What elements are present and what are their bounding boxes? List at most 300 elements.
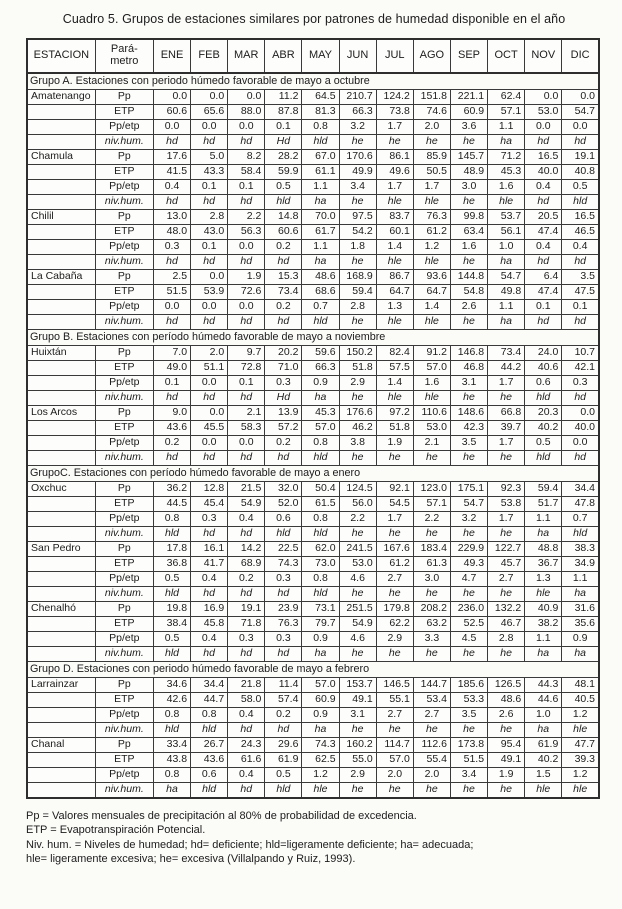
table-row (27, 436, 599, 451)
value-cell: hd (265, 451, 302, 466)
value-cell: 167.6 (376, 542, 413, 557)
value-cell: 31.6 (562, 602, 599, 617)
value-cell: 168.9 (339, 270, 376, 285)
param-cell: Pp/etp (95, 436, 153, 451)
value-cell: 0.8 (302, 512, 339, 527)
value-cell: he (450, 783, 487, 799)
value-cell: hd (228, 527, 265, 542)
station-name-empty (27, 512, 95, 527)
value-cell: 0.8 (302, 572, 339, 587)
value-cell: 2.7 (413, 708, 450, 723)
value-cell: ha (153, 783, 190, 799)
value-cell: hd (265, 647, 302, 662)
value-cell: 2.7 (376, 708, 413, 723)
value-cell: 1.7 (413, 180, 450, 195)
value-cell: 1.6 (450, 240, 487, 255)
value-cell: 48.6 (302, 270, 339, 285)
value-cell: he (376, 647, 413, 662)
value-cell: 0.0 (153, 120, 190, 135)
value-cell: 0.8 (191, 708, 228, 723)
value-cell: 1.4 (376, 240, 413, 255)
value-cell: 97.2 (376, 406, 413, 421)
value-cell: 45.8 (191, 617, 228, 632)
value-cell: 2.0 (376, 768, 413, 783)
value-cell: he (488, 527, 525, 542)
table-row (27, 391, 599, 406)
value-cell: hld (525, 451, 562, 466)
value-cell: 22.5 (265, 542, 302, 557)
value-cell: 112.6 (413, 738, 450, 753)
station-name: Chilil (27, 210, 95, 225)
param-cell: ETP (95, 285, 153, 300)
value-cell: he (488, 783, 525, 799)
value-cell: 0.6 (525, 376, 562, 391)
value-cell: he (339, 587, 376, 602)
station-name-empty (27, 255, 95, 270)
value-cell: 236.0 (450, 602, 487, 617)
value-cell: hd (191, 587, 228, 602)
station-name-empty (27, 300, 95, 315)
param-cell: niv.hum. (95, 315, 153, 330)
value-cell: 48.0 (153, 225, 190, 240)
param-cell: Pp (95, 738, 153, 753)
value-cell: 38.3 (562, 542, 599, 557)
value-cell: 0.5 (265, 768, 302, 783)
value-cell: 0.4 (562, 240, 599, 255)
station-name-empty (27, 240, 95, 255)
value-cell: 45.4 (191, 497, 228, 512)
value-cell: 52.5 (450, 617, 487, 632)
value-cell: 0.2 (228, 572, 265, 587)
value-cell: 1.2 (562, 768, 599, 783)
value-cell: 0.5 (265, 180, 302, 195)
value-cell: 0.2 (265, 300, 302, 315)
value-cell: 2.7 (488, 572, 525, 587)
table-row (27, 482, 599, 497)
value-cell: 0.4 (191, 572, 228, 587)
value-cell: 0.0 (562, 120, 599, 135)
value-cell: 0.1 (265, 120, 302, 135)
value-cell: hd (153, 451, 190, 466)
value-cell: 0.9 (302, 708, 339, 723)
value-cell: 0.8 (153, 512, 190, 527)
table-row (27, 497, 599, 512)
table-row (27, 693, 599, 708)
value-cell: 63.4 (450, 225, 487, 240)
value-cell: 47.7 (562, 738, 599, 753)
value-cell: 47.8 (562, 497, 599, 512)
table-row (27, 632, 599, 647)
value-cell: 0.8 (153, 768, 190, 783)
value-cell: 0.3 (191, 512, 228, 527)
value-cell: hd (191, 195, 228, 210)
table-row (27, 180, 599, 195)
value-cell: 32.0 (265, 482, 302, 497)
station-name-empty (27, 376, 95, 391)
value-cell: 23.9 (265, 602, 302, 617)
value-cell: hd (153, 315, 190, 330)
value-cell: 34.6 (153, 678, 190, 693)
param-cell: ETP (95, 225, 153, 240)
value-cell: 49.9 (339, 165, 376, 180)
value-cell: 0.0 (191, 300, 228, 315)
value-cell: 74.3 (265, 557, 302, 572)
value-cell: hld (562, 527, 599, 542)
value-cell: 0.9 (562, 632, 599, 647)
value-cell: 49.3 (450, 557, 487, 572)
value-cell: 1.7 (376, 512, 413, 527)
table-row (27, 602, 599, 617)
table-row (27, 708, 599, 723)
value-cell: 17.6 (153, 150, 190, 165)
value-cell: 3.4 (339, 180, 376, 195)
table-row (27, 753, 599, 768)
value-cell: 0.8 (302, 120, 339, 135)
value-cell: 3.2 (339, 120, 376, 135)
value-cell: 1.0 (525, 708, 562, 723)
station-name: San Pedro (27, 542, 95, 557)
value-cell: 99.8 (450, 210, 487, 225)
group-label: Grupo A. Estaciones con periodo húmedo favorable de mayo a octubre (27, 73, 599, 90)
value-cell: 0.2 (265, 240, 302, 255)
value-cell: 0.6 (191, 768, 228, 783)
value-cell: ha (525, 647, 562, 662)
value-cell: 53.3 (450, 693, 487, 708)
group-label: Grupo D. Estaciones con periodo húmedo favorable de mayo a febrero (27, 662, 599, 678)
value-cell: 59.6 (302, 346, 339, 361)
value-cell: 2.9 (339, 376, 376, 391)
value-cell: hd (153, 391, 190, 406)
group-header-row (27, 73, 599, 90)
value-cell: 20.5 (525, 210, 562, 225)
value-cell: 0.2 (265, 436, 302, 451)
value-cell: 1.7 (488, 436, 525, 451)
value-cell: 3.5 (450, 436, 487, 451)
value-cell: 2.1 (413, 436, 450, 451)
value-cell: 0.4 (525, 180, 562, 195)
value-cell: 47.5 (562, 285, 599, 300)
value-cell: 51.5 (153, 285, 190, 300)
value-cell: 40.8 (562, 165, 599, 180)
value-cell: he (450, 315, 487, 330)
value-cell: 58.3 (228, 421, 265, 436)
col-header-mar: MAR (228, 39, 265, 73)
col-header-feb: FEB (191, 39, 228, 73)
param-cell: niv.hum. (95, 391, 153, 406)
value-cell: 44.5 (153, 497, 190, 512)
value-cell: 145.7 (450, 150, 487, 165)
param-cell: ETP (95, 617, 153, 632)
value-cell: 16.1 (191, 542, 228, 557)
value-cell: 49.8 (488, 285, 525, 300)
station-name-empty (27, 451, 95, 466)
value-cell: 3.1 (339, 708, 376, 723)
value-cell: 60.6 (153, 105, 190, 120)
value-cell: 73.4 (265, 285, 302, 300)
value-cell: he (376, 587, 413, 602)
param-cell: Pp/etp (95, 240, 153, 255)
value-cell: hd (265, 587, 302, 602)
value-cell: 0.0 (153, 300, 190, 315)
value-cell: 24.0 (525, 346, 562, 361)
value-cell: 3.2 (450, 512, 487, 527)
value-cell: 0.0 (191, 90, 228, 105)
value-cell: he (339, 723, 376, 738)
value-cell: 43.8 (153, 753, 190, 768)
footnote-etp: ETP = Evapotranspiración Potencial. (26, 824, 206, 837)
value-cell: 65.6 (191, 105, 228, 120)
value-cell: 41.7 (191, 557, 228, 572)
value-cell: 45.3 (302, 406, 339, 421)
value-cell: 45.3 (488, 165, 525, 180)
value-cell: 49.0 (153, 361, 190, 376)
value-cell: 1.2 (413, 240, 450, 255)
value-cell: 48.8 (525, 542, 562, 557)
param-cell: Pp (95, 210, 153, 225)
value-cell: 4.6 (339, 572, 376, 587)
value-cell: 0.1 (562, 300, 599, 315)
value-cell: 0.5 (525, 436, 562, 451)
table-row (27, 225, 599, 240)
value-cell: 150.2 (339, 346, 376, 361)
param-cell: niv.hum. (95, 451, 153, 466)
param-cell: niv.hum. (95, 195, 153, 210)
value-cell: 208.2 (413, 602, 450, 617)
param-cell: niv.hum. (95, 587, 153, 602)
value-cell: hd (191, 451, 228, 466)
col-header-abr: ABR (265, 39, 302, 73)
value-cell: 0.1 (153, 376, 190, 391)
value-cell: 153.7 (339, 678, 376, 693)
value-cell: 68.6 (302, 285, 339, 300)
value-cell: 54.2 (339, 225, 376, 240)
value-cell: 1.6 (413, 376, 450, 391)
value-cell: 0.3 (153, 240, 190, 255)
value-cell: hld (302, 451, 339, 466)
value-cell: 38.4 (153, 617, 190, 632)
value-cell: 151.8 (413, 90, 450, 105)
value-cell: 54.9 (228, 497, 265, 512)
value-cell: 2.6 (450, 300, 487, 315)
table-row (27, 270, 599, 285)
value-cell: 1.8 (339, 240, 376, 255)
value-cell: 62.5 (302, 753, 339, 768)
value-cell: 3.0 (450, 180, 487, 195)
value-cell: 74.3 (302, 738, 339, 753)
header-row (27, 39, 599, 73)
table-row (27, 678, 599, 693)
value-cell: 11.4 (265, 678, 302, 693)
value-cell: 0.2 (265, 708, 302, 723)
station-name-empty (27, 165, 95, 180)
station-name: Larrainzar (27, 678, 95, 693)
param-cell: Pp/etp (95, 768, 153, 783)
value-cell: 39.7 (488, 421, 525, 436)
param-cell: Pp (95, 270, 153, 285)
param-cell: ETP (95, 753, 153, 768)
value-cell: hld (191, 723, 228, 738)
value-cell: he (413, 783, 450, 799)
value-cell: 0.7 (302, 300, 339, 315)
value-cell: he (413, 451, 450, 466)
value-cell: 1.4 (413, 300, 450, 315)
value-cell: ha (488, 135, 525, 150)
station-name-empty (27, 647, 95, 662)
value-cell: 0.1 (228, 180, 265, 195)
table-row (27, 210, 599, 225)
table-row (27, 783, 599, 799)
value-cell: 20.2 (265, 346, 302, 361)
param-cell: niv.hum. (95, 135, 153, 150)
value-cell: 59.4 (339, 285, 376, 300)
value-cell: 67.0 (302, 150, 339, 165)
value-cell: hld (153, 527, 190, 542)
station-name: Los Arcos (27, 406, 95, 421)
value-cell: Hd (265, 135, 302, 150)
value-cell: 55.4 (413, 753, 450, 768)
value-cell: hd (191, 391, 228, 406)
value-cell: 26.7 (191, 738, 228, 753)
value-cell: 0.0 (191, 406, 228, 421)
value-cell: 58.0 (228, 693, 265, 708)
value-cell: 173.8 (450, 738, 487, 753)
table-row (27, 406, 599, 421)
value-cell: 57.1 (488, 105, 525, 120)
table-row (27, 105, 599, 120)
station-name-empty (27, 105, 95, 120)
param-cell: niv.hum. (95, 783, 153, 799)
value-cell: 3.6 (450, 120, 487, 135)
value-cell: 0.8 (153, 708, 190, 723)
value-cell: ha (302, 255, 339, 270)
value-cell: 48.9 (450, 165, 487, 180)
value-cell: 9.0 (153, 406, 190, 421)
value-cell: 51.7 (525, 497, 562, 512)
value-cell: 19.1 (562, 150, 599, 165)
value-cell: 144.8 (450, 270, 487, 285)
table-body (27, 73, 599, 798)
value-cell: ha (302, 647, 339, 662)
table-row (27, 315, 599, 330)
table-row (27, 361, 599, 376)
value-cell: 146.8 (450, 346, 487, 361)
value-cell: 49.1 (488, 753, 525, 768)
value-cell: 54.7 (450, 497, 487, 512)
value-cell: 40.0 (562, 421, 599, 436)
value-cell: 0.0 (191, 120, 228, 135)
value-cell: 2.2 (413, 512, 450, 527)
param-cell: Pp/etp (95, 632, 153, 647)
value-cell: 40.2 (525, 753, 562, 768)
value-cell: hld (265, 195, 302, 210)
value-cell: 47.4 (525, 285, 562, 300)
value-cell: 88.0 (228, 105, 265, 120)
value-cell: 46.2 (339, 421, 376, 436)
value-cell: hld (302, 315, 339, 330)
value-cell: 46.5 (562, 225, 599, 240)
table-row (27, 738, 599, 753)
value-cell: 34.9 (562, 557, 599, 572)
value-cell: 21.5 (228, 482, 265, 497)
value-cell: 53.0 (413, 421, 450, 436)
value-cell: 45.5 (191, 421, 228, 436)
value-cell: 60.1 (376, 225, 413, 240)
value-cell: hle (562, 783, 599, 799)
col-header-dic: DIC (562, 39, 599, 73)
value-cell: 0.9 (302, 632, 339, 647)
value-cell: 14.8 (265, 210, 302, 225)
value-cell: 16.9 (191, 602, 228, 617)
value-cell: 2.1 (228, 406, 265, 421)
value-cell: 48.6 (488, 693, 525, 708)
table-row (27, 617, 599, 632)
value-cell: he (413, 723, 450, 738)
value-cell: hd (228, 451, 265, 466)
value-cell: 0.4 (228, 708, 265, 723)
value-cell: 11.2 (265, 90, 302, 105)
param-cell: Pp (95, 406, 153, 421)
value-cell: 1.2 (562, 708, 599, 723)
value-cell: 53.0 (339, 557, 376, 572)
value-cell: 170.6 (339, 150, 376, 165)
station-name-empty (27, 195, 95, 210)
value-cell: 34.4 (191, 678, 228, 693)
value-cell: he (339, 527, 376, 542)
col-header-sep: SEP (450, 39, 487, 73)
table-row (27, 285, 599, 300)
value-cell: 2.2 (339, 512, 376, 527)
table-row (27, 527, 599, 542)
value-cell: 59.9 (265, 165, 302, 180)
value-cell: 62.2 (376, 617, 413, 632)
value-cell: hld (265, 783, 302, 799)
value-cell: 1.1 (525, 512, 562, 527)
value-cell: 3.5 (450, 708, 487, 723)
value-cell: hld (153, 647, 190, 662)
value-cell: 2.9 (376, 632, 413, 647)
col-header-oct: OCT (488, 39, 525, 73)
value-cell: 0.0 (525, 90, 562, 105)
value-cell: 1.1 (302, 180, 339, 195)
value-cell: 0.5 (153, 572, 190, 587)
value-cell: 0.0 (228, 300, 265, 315)
value-cell: hd (228, 195, 265, 210)
table-row (27, 723, 599, 738)
value-cell: 95.4 (488, 738, 525, 753)
value-cell: 0.6 (265, 512, 302, 527)
value-cell: 71.0 (265, 361, 302, 376)
value-cell: 40.5 (562, 693, 599, 708)
value-cell: 2.6 (488, 708, 525, 723)
col-header-parametro (95, 39, 153, 73)
value-cell: 59.4 (525, 482, 562, 497)
value-cell: he (488, 391, 525, 406)
value-cell: 6.4 (525, 270, 562, 285)
value-cell: 73.0 (302, 557, 339, 572)
value-cell: 2.0 (191, 346, 228, 361)
value-cell: 8.2 (228, 150, 265, 165)
value-cell: 2.2 (228, 210, 265, 225)
value-cell: 57.4 (265, 693, 302, 708)
value-cell: 5.0 (191, 150, 228, 165)
value-cell: he (376, 783, 413, 799)
value-cell: he (413, 527, 450, 542)
value-cell: 46.7 (488, 617, 525, 632)
value-cell: 0.1 (525, 300, 562, 315)
value-cell: hd (265, 315, 302, 330)
value-cell: 0.7 (562, 512, 599, 527)
value-cell: hd (228, 587, 265, 602)
